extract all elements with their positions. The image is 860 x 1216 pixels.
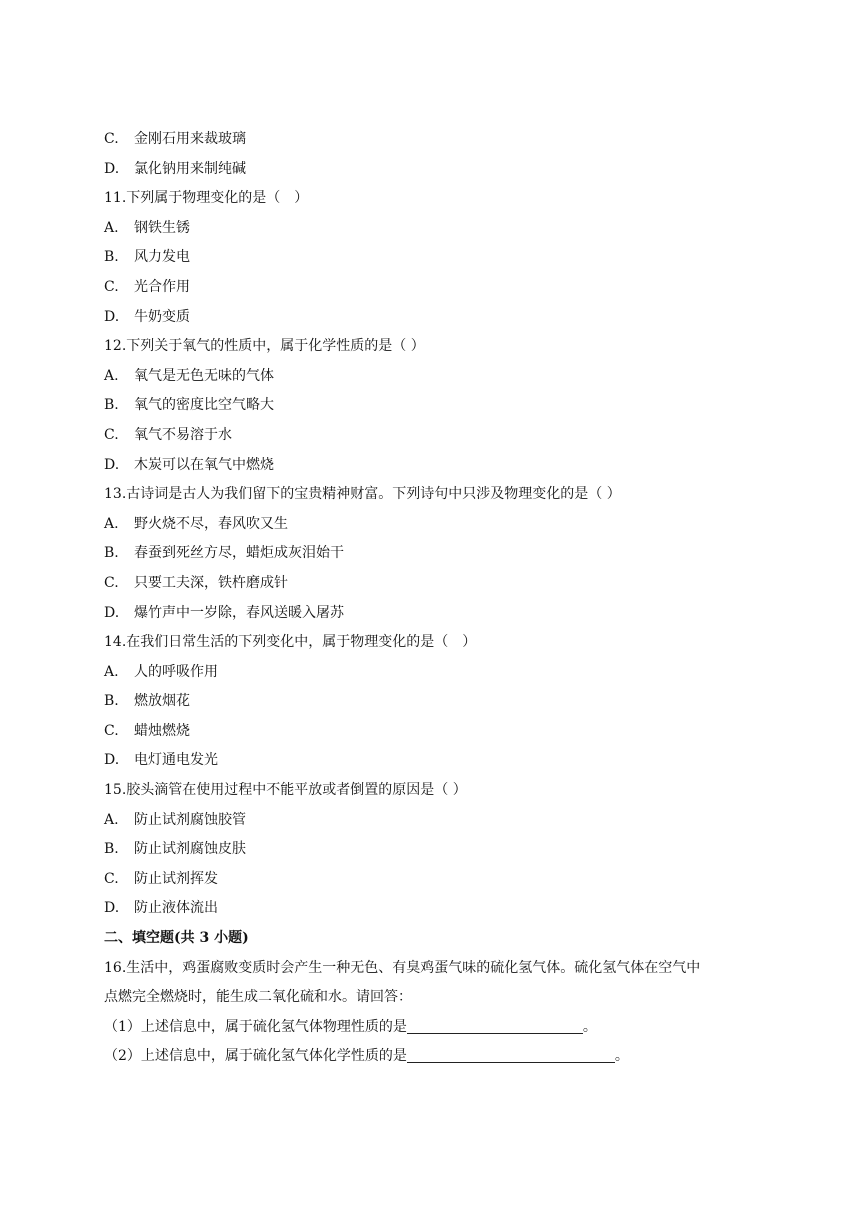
- q16-sub1: [104, 1013, 764, 1043]
- q15-option-c: [104, 865, 764, 895]
- option-text: 爆竹声中一岁除，春风送暖入屠苏: [134, 604, 344, 621]
- option-letter: B.: [104, 841, 119, 858]
- option-letter: C.: [104, 722, 119, 739]
- option-text: 牛奶变质: [134, 308, 190, 325]
- option-letter: D.: [104, 160, 120, 177]
- option-text: 氧气不易溶于水: [134, 426, 232, 443]
- option-text: 风力发电: [134, 249, 190, 266]
- option-text: 只要工夫深，铁杵磨成针: [134, 574, 288, 591]
- option-text: 燃放烟花: [134, 693, 190, 710]
- q14-option-d: [104, 746, 764, 776]
- option-letter: B.: [104, 693, 119, 710]
- option-text: 光合作用: [134, 278, 190, 295]
- option-letter: A.: [104, 515, 119, 532]
- option-text: 防止试剂腐蚀皮肤: [134, 841, 246, 858]
- q12-option-c: [104, 421, 764, 451]
- sub1-suffix: 。: [582, 1018, 597, 1035]
- q13-stem: 13.古诗词是古人为我们留下的宝贵精神财富。下列诗句中只涉及物理变化的是（ ）: [104, 486, 621, 503]
- option-letter: D.: [104, 308, 120, 325]
- option-letter: B.: [104, 249, 119, 266]
- option-letter: C.: [104, 870, 119, 887]
- q11-option-a: [104, 214, 764, 244]
- document-page: [104, 125, 764, 1072]
- q15-option-a: [104, 806, 764, 836]
- q13-option-c: [104, 569, 764, 599]
- option-letter: C.: [104, 131, 119, 147]
- option-text: 春蚕到死丝方尽，蜡炬成灰泪始干: [134, 545, 344, 562]
- option-letter: D.: [104, 456, 120, 473]
- option-text: 防止液体流出: [134, 900, 218, 917]
- option-letter: C.: [104, 278, 119, 295]
- q12-option-b: [104, 391, 764, 421]
- q16-stem-line2: 点燃完全燃烧时，能生成二氧化硫和水。请回答：: [104, 989, 412, 1006]
- q14-option-c: [104, 717, 764, 747]
- option-text: 金刚石用来裁玻璃: [134, 131, 246, 147]
- sub1-prefix: （1）上述信息中，属于硫化氢气体物理性质的是: [104, 1018, 407, 1035]
- q11-option-b: [104, 243, 764, 273]
- q15-stem: 15.胶头滴管在使用过程中不能平放或者倒置的原因是（ ）: [104, 782, 467, 799]
- option-text: 钢铁生锈: [134, 219, 190, 236]
- option-letter: A.: [104, 219, 119, 236]
- q11-stem: 11.下列属于物理变化的是（ ）: [104, 190, 309, 207]
- option-text: 氧气是无色无味的气体: [134, 367, 274, 384]
- option-text: 野火烧不尽，春风吹又生: [134, 515, 288, 532]
- option-text: 氯化钠用来制纯碱: [134, 160, 246, 177]
- option-letter: A.: [104, 367, 119, 384]
- q12-stem: 12.下列关于氧气的性质中，属于化学性质的是（ ）: [104, 338, 425, 355]
- option-text: 人的呼吸作用: [134, 663, 218, 680]
- option-letter: D.: [104, 752, 120, 769]
- q13-option-a: [104, 510, 764, 540]
- option-text: 防止试剂挥发: [134, 870, 218, 887]
- option-letter: D.: [104, 900, 120, 917]
- option-letter: A.: [104, 663, 119, 680]
- q11-option-d: [104, 303, 764, 333]
- q12-option-a: [104, 362, 764, 392]
- q13-option-b: [104, 539, 764, 569]
- q14-option-a: [104, 658, 764, 688]
- option-letter: C.: [104, 426, 119, 443]
- q15-option-b: [104, 835, 764, 865]
- option-letter: A.: [104, 811, 119, 828]
- q11-option-c: [104, 273, 764, 303]
- answer-blank-1[interactable]: [407, 1016, 583, 1034]
- option-text: 防止试剂腐蚀胶管: [134, 811, 246, 828]
- option-letter: B.: [104, 545, 119, 562]
- option-letter: D.: [104, 604, 120, 621]
- answer-blank-2[interactable]: [407, 1045, 615, 1063]
- option-letter: C.: [104, 574, 119, 591]
- q14-stem: 14.在我们日常生活的下列变化中，属于物理变化的是（ ）: [104, 634, 477, 651]
- option-text: 氧气的密度比空气略大: [134, 397, 274, 414]
- q10-option-d: [104, 155, 764, 185]
- sub2-suffix: 。: [614, 1048, 629, 1065]
- q14-option-b: [104, 687, 764, 717]
- q10-option-c: [104, 125, 764, 155]
- q12-option-d: [104, 451, 764, 481]
- option-text: 木炭可以在氧气中燃烧: [134, 456, 274, 473]
- option-letter: B.: [104, 397, 119, 414]
- option-text: 蜡烛燃烧: [134, 722, 190, 739]
- section-title: 二、填空题(共 3 小题): [104, 930, 249, 947]
- option-text: 电灯通电发光: [134, 752, 218, 769]
- sub2-prefix: （2）上述信息中，属于硫化氢气体化学性质的是: [104, 1048, 407, 1065]
- q16-sub2: [104, 1042, 764, 1072]
- q16-stem-line1: 16.生活中，鸡蛋腐败变质时会产生一种无色、有臭鸡蛋气味的硫化氢气体。硫化氢气体在空气中: [104, 959, 701, 976]
- q13-option-d: [104, 599, 764, 629]
- q15-option-d: [104, 894, 764, 924]
